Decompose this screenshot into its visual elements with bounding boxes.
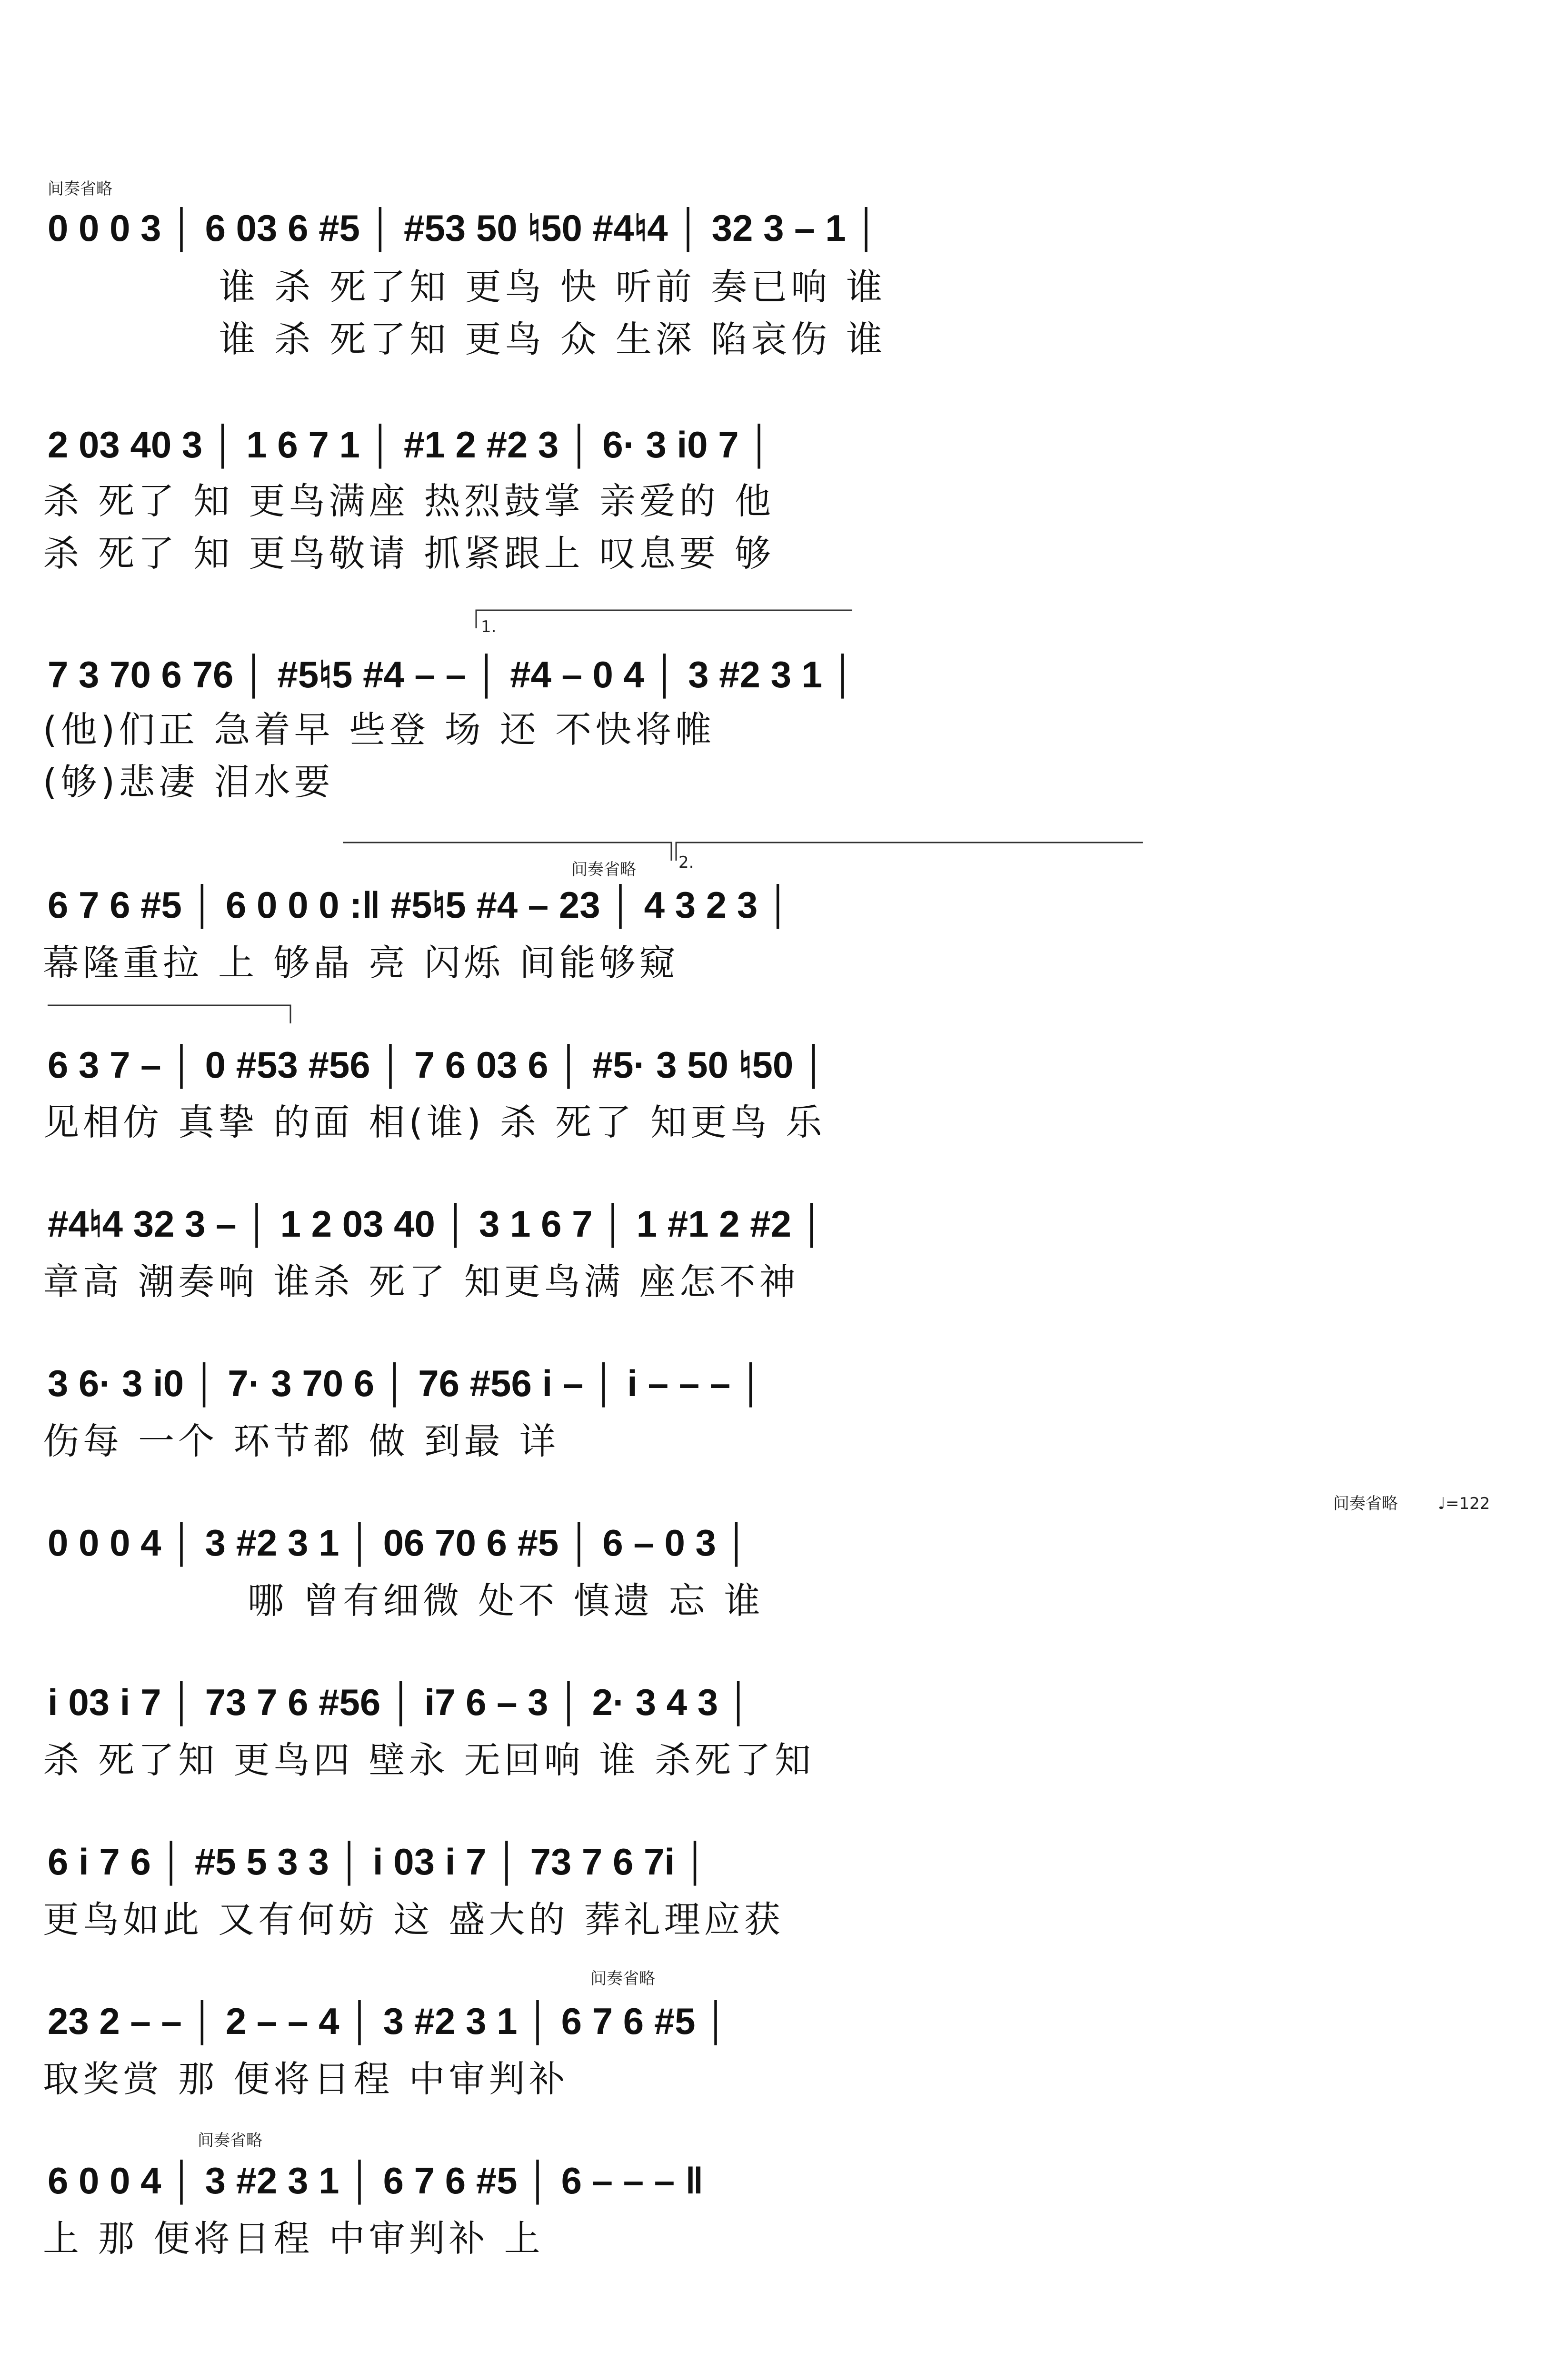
notation-line-5: 6 3 7 – │ 0 #53 #56 │ 7 6 03 6 │ #5· 3 50 ♮50 │: [48, 1044, 827, 1086]
interlude-label: 间奏省略: [198, 2131, 262, 2150]
notation-line-9: i 03 i 7 │ 73 7 6 #56 │ i7 6 – 3 │ 2· 3 4 3 │: [48, 1681, 752, 1723]
lyric-line-1-verse-1: 谁 杀 死了知 更鸟 快 听前 奏已响 谁: [219, 266, 887, 308]
volta-2-label: 2.: [678, 853, 694, 872]
interlude-label: 间奏省略: [590, 1969, 655, 1988]
interlude-label: 间奏省略: [1333, 1494, 1398, 1513]
lyric-line-9: 杀 死了知 更鸟四 壁永 无回响 谁 杀死了知: [43, 1739, 815, 1781]
notation-line-10: 6 i 7 6 │ #5 5 3 3 │ i 03 i 7 │ 73 7 6 7i │: [48, 1841, 708, 1883]
notation-line-12: 6 0 0 4 │ 3 #2 3 1 │ 6 7 6 #5 │ 6 – – – ‖: [48, 2160, 704, 2202]
notation-line-8: 0 0 0 4 │ 3 #2 3 1 │ 06 70 6 #5 │ 6 – 0 3 │: [48, 1522, 750, 1564]
lyric-line-1-verse-2: 谁 杀 死了知 更鸟 众 生深 陷哀伤 谁: [219, 318, 887, 360]
interlude-label: 间奏省略: [48, 179, 112, 198]
lyric-line-5: 见相仿 真挚 的面 相(谁) 杀 死了 知更鸟 乐: [43, 1101, 826, 1143]
lyric-line-2-verse-2: 杀 死了 知 更鸟敬请 抓紧跟上 叹息要 够: [43, 532, 775, 575]
lyric-line-3-verse-2: (够)悲凄 泪水要: [43, 761, 334, 803]
tempo-marking: ♩=122: [1438, 1494, 1490, 1513]
lyric-line-7: 伤每 一个 环节都 做 到最 详: [43, 1420, 559, 1462]
lyric-line-8: 哪 曾有细微 处不 慎遗 忘 谁: [248, 1579, 764, 1622]
lyric-line-10: 更鸟如此 又有何妨 这 盛大的 葬礼理应获: [43, 1898, 784, 1941]
interlude-label: 间奏省略: [571, 860, 636, 879]
notation-line-3: 7 3 70 6 76 │ #5♮5 #4 – – │ #4 – 0 4 │ 3 #2 3 1 │: [48, 654, 856, 695]
lyric-line-3-verse-1: (他)们正 急着早 些登 场 还 不快将帷: [43, 708, 716, 751]
notation-line-11: 23 2 – – │ 2 – – 4 │ 3 #2 3 1 │ 6 7 6 #5 │: [48, 2000, 729, 2042]
lyric-line-6: 章高 潮奏响 谁杀 死了 知更鸟满 座怎不神: [43, 1260, 799, 1303]
lyric-line-11: 取奖赏 那 便将日程 中审判补: [43, 2058, 569, 2100]
volta-1-label: 1.: [481, 617, 497, 636]
lyric-line-4: 幕隆重拉 上 够晶 亮 闪烁 间能够窥: [43, 942, 679, 984]
notation-line-7: 3 6· 3 i0 │ 7· 3 70 6 │ 76 #56 i – │ i – – – │: [48, 1362, 764, 1404]
lyric-line-2-verse-1: 杀 死了 知 更鸟满座 热烈鼓掌 亲爱的 他: [43, 480, 775, 522]
notation-line-6: #4♮4 32 3 – │ 1 2 03 40 │ 3 1 6 7 │ 1 #1 2 #2 │: [48, 1203, 825, 1245]
lyric-line-12: 上 那 便将日程 中审判补 上: [43, 2217, 544, 2260]
notation-line-1: 0 0 0 3 │ 6 03 6 #5 │ #53 50 ♮50 #4♮4 │ 32 3 – 1 │: [48, 207, 880, 249]
notation-line-2: 2 03 40 3 │ 1 6 7 1 │ #1 2 #2 3 │ 6· 3 i0 7 │: [48, 424, 772, 466]
notation-line-4: 6 7 6 #5 │ 6 0 0 0 :‖ #5♮5 #4 – 23 │ 4 3 2 3 │: [48, 884, 791, 926]
